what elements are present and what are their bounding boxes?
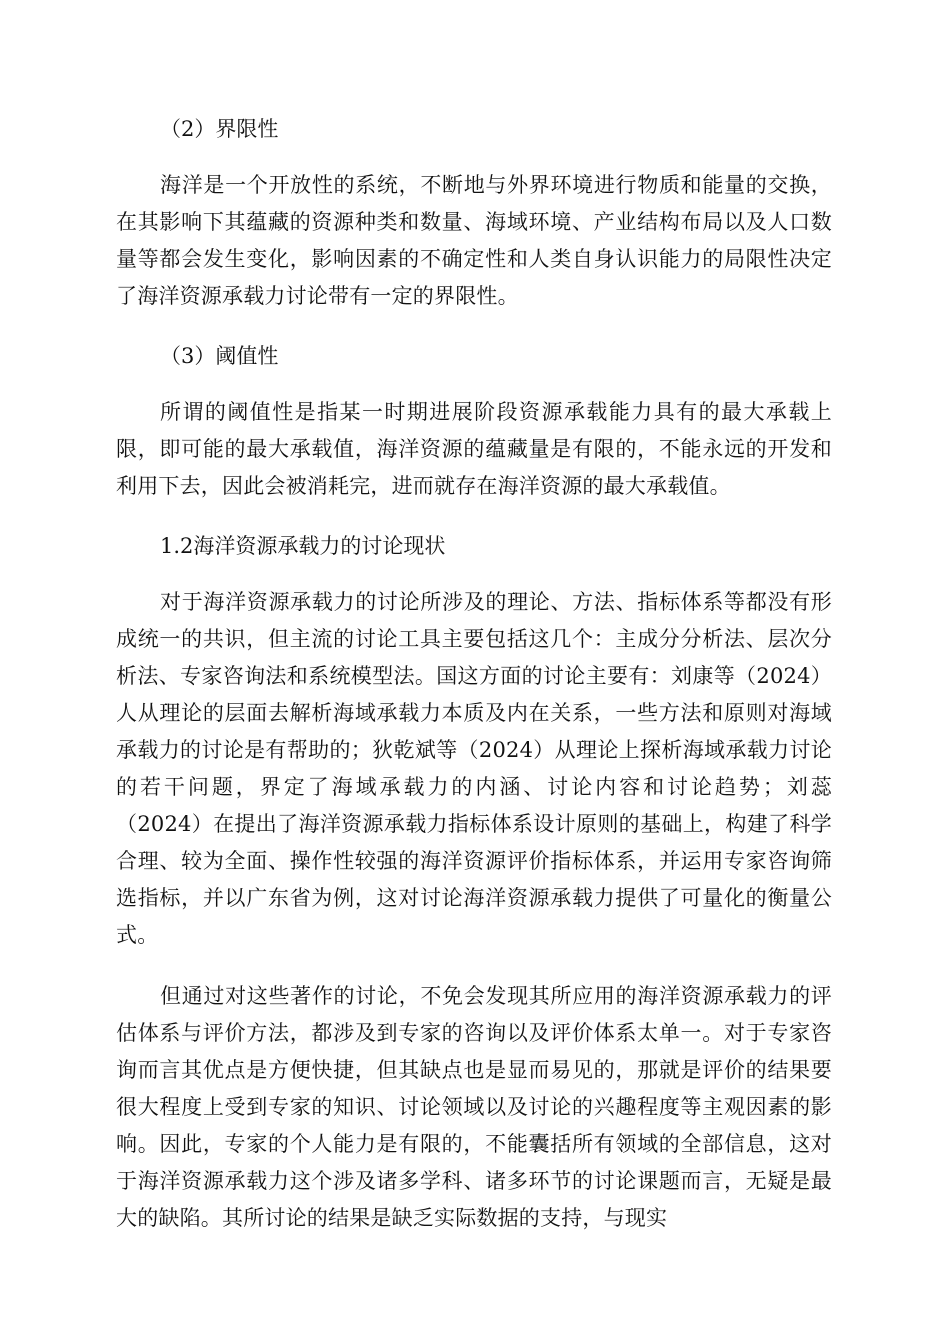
section-heading-research-status: 1.2海洋资源承载力的讨论现状 bbox=[160, 534, 446, 558]
section-heading-boundary: （2）界限性 bbox=[160, 117, 279, 141]
paragraph-boundary: 海洋是一个开放性的系统，不断地与外界环境进行物质和能量的交换，在其影响下其蕴藏的资源种类和数量、海域环境、产业结构布局以及人口数量等都会发生变化，影响因素的不确定性和人类自身认识能力的局限性决定了海洋资源承载力讨论带有一定的界限性。 bbox=[116, 173, 832, 308]
paragraph-threshold: 所谓的阈值性是指某一时期进展阶段资源承载能力具有的最大承载上限，即可能的最大承载值，海洋资源的蕴藏量是有限的，不能永远的开发和利用下去，因此会被消耗完，进而就存在海洋资源的最大承载值。 bbox=[116, 400, 832, 498]
paragraph-research-status: 对于海洋资源承载力的讨论所涉及的理论、方法、指标体系等都没有形成统一的共识，但主流的讨论工具主要包括这几个：主成分分析法、层次分析法、专家咨询法和系统模型法。国这方面的讨论主要有：刘康等（2024）人从理论的层面去解析海域承载力本质及内在关系，一些方法和原则对海域承载力的讨论是有帮助的；狄乾斌等（2024）从理论上探析海域承载力讨论的若干问题，界定了海域承载力的内涵、讨论内容和讨论趋势；刘蕊（2024）在提出了海洋资源承载力指标体系设计原则的基础上，构建了科学合理、较为全面、操作性较强的海洋资源评价指标体系，并运用专家咨询筛选指标，并以广东省为例，这对讨论海洋资源承载力提供了可量化的衡量公式。 bbox=[116, 590, 832, 947]
section-heading-threshold: （3）阈值性 bbox=[160, 344, 279, 368]
document-page bbox=[116, 112, 832, 1237]
paragraph-critique: 但通过对这些著作的讨论，不免会发现其所应用的海洋资源承载力的评估体系与评价方法，都涉及到专家的咨询以及评价体系太单一。对于专家咨询而言其优点是方便快捷，但其缺点也是显而易见的，那就是评价的结果要很大程度上受到专家的知识、讨论领域以及讨论的兴趣程度等主观因素的影响。因此，专家的个人能力是有限的，不能囊括所有领域的全部信息，这对于海洋资源承载力这个涉及诸多学科、诸多环节的讨论课题而言，无疑是最大的缺陷。其所讨论的结果是缺乏实际数据的支持，与现实 bbox=[116, 984, 832, 1230]
